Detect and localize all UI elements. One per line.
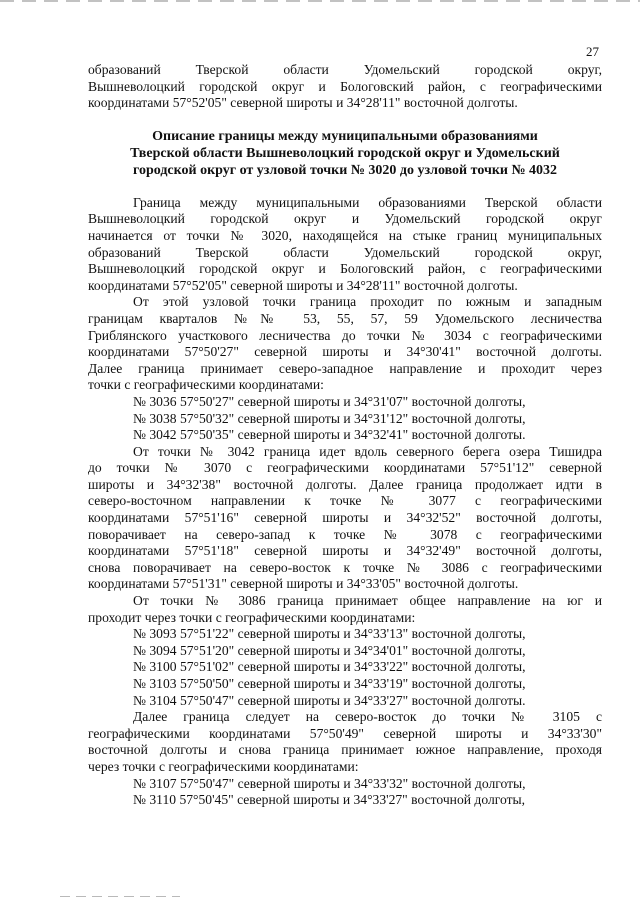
text-line: От точки № 3086 граница принимает общее направление на юг и [133, 593, 602, 609]
coordinate-item: № 3093 57°51'22" северной широты и 34°33'13" восточной долготы, [133, 626, 526, 642]
text-line: Гриблянского участкового лесничества до точки № 3034 с географическими [88, 327, 602, 343]
text-line: широты и 34°32'38" восточной долготы. Далее граница продолжает идти в [88, 476, 602, 492]
coordinate-item: № 3104 57°50'47" северной широты и 34°33'27" восточной долготы. [133, 692, 526, 708]
text-line: начинается от точки № 3020, находящейся на стыке границ муниципальных [88, 227, 602, 243]
text-line: образований Тверской области Удомельский городской округ, [88, 244, 602, 260]
paragraph-1 [88, 195, 602, 295]
paragraph-4 [88, 593, 602, 626]
text-line: восточной долготы и снова граница принимает южное направление, проходя [88, 742, 602, 758]
coordinate-item: № 3038 57°50'32" северной широты и 34°31'12" восточной долготы, [133, 410, 526, 426]
paragraph-2 [88, 294, 602, 394]
text-line: Далее граница принимает северо-западное направление и проходит через [88, 360, 602, 376]
text-line: Граница между муниципальными образованиями Тверской области [133, 194, 602, 210]
text-line: координатами 57°52'05" северной широты и 34°28'11" восточной долготы. [88, 277, 518, 293]
text-line: до точки № 3070 с географическими координатами 57°51'12" северной [88, 460, 602, 476]
heading-line: Тверской области Вышневолоцкий городской округ и Удомельский [130, 145, 560, 161]
text-line: Вышневолоцкий городской округ и Бологовский район, с географическими [88, 261, 602, 277]
text-line: Далее граница следует на северо-восток до точки № 3105 с [133, 709, 602, 725]
text-line: географическими координатами 57°50'49" северной широты и 34°33'30" [88, 725, 602, 741]
text-line: поворачивает на северо-запад к точке № 3078 с географическими [88, 526, 602, 542]
coordinate-item: № 3036 57°50'27" северной широты и 34°31'07" восточной долготы, [133, 393, 526, 409]
text-line: координатами 57°51'18" северной широты и 34°32'49" восточной долготы, [88, 543, 602, 559]
coordinate-item: № 3103 57°50'50" северной широты и 34°33'19" восточной долготы, [133, 676, 526, 691]
text-line: проходит через точки с географическими координатами: [88, 609, 416, 625]
scan-edge-top [0, 0, 640, 2]
coordinate-item: № 3042 57°50'35" северной широты и 34°32'41" восточной долготы. [133, 427, 526, 443]
text-line: координатами 57°52'05" северной широты и 34°28'11" восточной долготы. [88, 95, 518, 111]
page-number: 27 [586, 44, 599, 59]
coordinates-list-2 [88, 626, 602, 709]
coordinates-list-1 [88, 394, 602, 444]
intro-paragraph [88, 62, 602, 112]
coordinate-item: № 3110 57°50'45" северной широты и 34°33'27" восточной долготы, [133, 792, 526, 808]
text-line: снова поворачивает на северо-восток к точке № 3086 с географическими [88, 559, 602, 575]
text-line: через точки с географическими координатами: [88, 758, 359, 774]
scan-edge-bottom [60, 896, 180, 897]
coordinate-item: № 3107 57°50'47" северной широты и 34°33'32" восточной долготы, [133, 775, 526, 791]
coordinate-item: № 3094 57°51'20" северной широты и 34°34'01" восточной долготы, [133, 642, 526, 658]
text-line: Вышневолоцкий городской округ и Удомельский городской округ [88, 211, 602, 227]
text-line: координатами 57°51'16" северной широты и 34°32'52" восточной долготы, [88, 510, 602, 526]
paragraph-3 [88, 444, 602, 593]
text-line: От точки № 3042 граница идет вдоль северного берега озера Тишидра [133, 443, 602, 459]
heading-line: городской округ от узловой точки № 3020 до узловой точки № 4032 [132, 162, 558, 178]
section-heading [88, 128, 602, 179]
text-line: образований Тверской области Удомельский городской округ, [88, 62, 602, 77]
text-line: Вышневолоцкий городской округ и Бологовский район, с географическими [88, 78, 602, 94]
paragraph-5 [88, 709, 602, 775]
text-line: координатами 57°51'31" северной широты и 34°33'05" восточной долготы. [88, 576, 519, 592]
text-line: От этой узловой точки граница проходит по южным и западным [133, 294, 602, 310]
text-line: координатами 57°50'27" северной широты и 34°30'41" восточной долготы. [88, 344, 602, 360]
text-line: точки с географическими координатами: [88, 377, 324, 393]
text-line: северо-восточном направлении к точке № 3077 с географическими [88, 493, 602, 509]
document-body [88, 62, 602, 809]
coordinate-item: № 3100 57°51'02" северной широты и 34°33'22" восточной долготы, [133, 659, 526, 675]
coordinates-list-3 [88, 776, 602, 809]
text-line: границам кварталов №№ 53, 55, 57, 59 Удомельского лесничества [88, 310, 602, 326]
heading-line: Описание границы между муниципальными образованиями [152, 128, 538, 144]
